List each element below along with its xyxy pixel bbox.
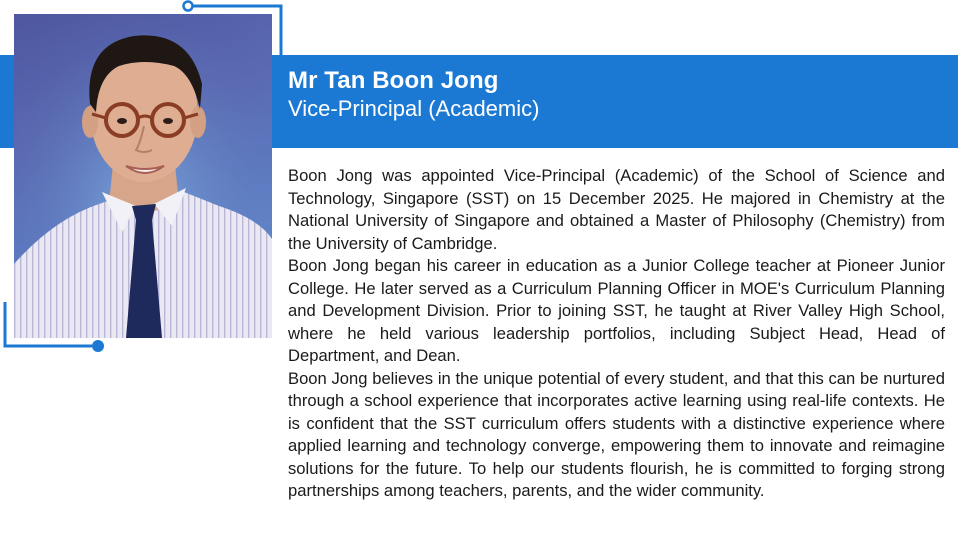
person-role: Vice-Principal (Academic) [288,96,540,121]
connector-node-icon [184,2,193,11]
person-name: Mr Tan Boon Jong [288,67,499,94]
biography [288,165,945,503]
portrait-photo [14,14,272,338]
bio-paragraph-career: Boon Jong began his career in education as a Junior College teacher at Pioneer Junior College. He later served as a Curriculum Planning Officer in MOE's Curriculum Planning and Development Division. Prior to joining SST, he taught at River Valley High School, where he held various leadership portfolios, including Subject Head, Head of Department, and Dean. [288,256,945,365]
bio-paragraph-philosophy: Boon Jong believes in the unique potential of every student, and that this can be nurtured through a school experience that incorporates active learning using real-life contexts. He is confident that the SST curriculum offers students with a distinctive experience where applied learning and technology converge, empowering them to innovate and reimagine solutions for the future. To help our students flourish, he is committed to forging strong partnerships among teachers, parents, and the wider community. [288,368,945,500]
connector-dot-icon [92,340,104,352]
header-text [288,67,539,123]
portrait-illustration [14,14,272,338]
bio-paragraph-appointment: Boon Jong was appointed Vice-Principal (Academic) of the School of Science and Technology, Singapore (SST) on 15 December 2025. He majored in Chemistry at the National University of Singapore and obtained a Master of Philosophy (Chemistry) from the University of Cambridge. [288,166,945,253]
